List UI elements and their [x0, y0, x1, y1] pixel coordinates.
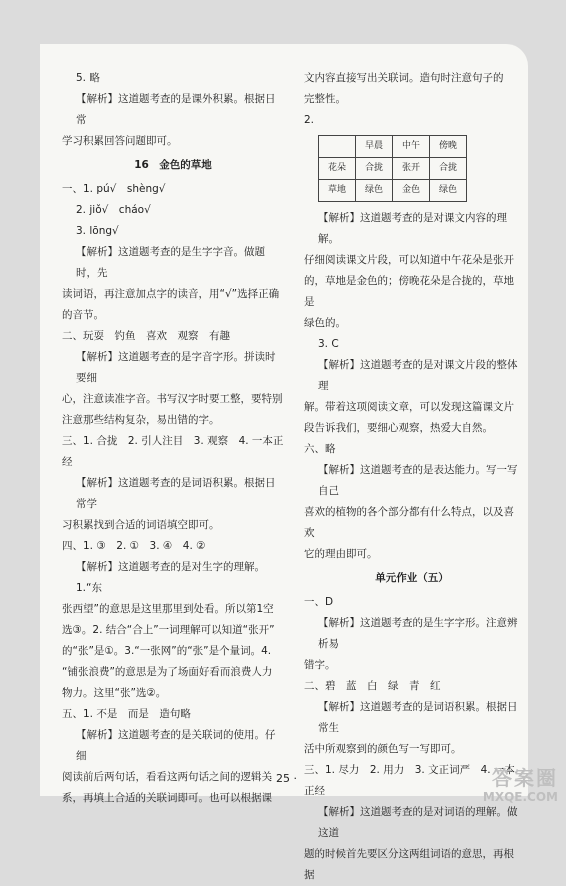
analysis-line: 物力。这里“张”选②。	[62, 687, 167, 699]
answer-line: 3. C	[318, 338, 339, 350]
answer-line: 2. jiǒ√ cháo√	[76, 204, 151, 216]
table-row	[319, 180, 467, 202]
analysis-line: 活中所观察到的颜色写一写即可。	[304, 743, 462, 755]
table-cell: 合拢	[430, 158, 467, 180]
right-column	[304, 68, 520, 886]
analysis-line: 解。带着这项阅读文章，可以发现这篇课文片	[304, 401, 514, 413]
answer-line: 六、略	[304, 443, 336, 455]
analysis-line: 【解析】这道题考查的是生字字形。注意辨析易	[318, 617, 518, 650]
analysis-line: 【解析】这道题考查的是词语积累。根据日常生	[318, 701, 518, 734]
answer-table	[318, 135, 467, 202]
analysis-line: 【解析】这道题考查的是词语积累。根据日常学	[76, 477, 276, 510]
analysis-line: 【解析】这道题考查的是对词语的理解。做这道	[318, 806, 518, 839]
answer-line: 四、1. ③ 2. ① 3. ④ 4. ②	[62, 540, 206, 552]
analysis-line: 段告诉我们，要细心观察，热爱大自然。	[304, 422, 493, 434]
analysis-line: 读词语，再注意加点字的读音，用“√”选择正确	[62, 288, 280, 300]
answer-line: 一、1. pú√ shèng√	[62, 183, 166, 195]
analysis-line: 的“张”是①。3.“一张网”的“张”是个量词。4.	[62, 645, 272, 657]
analysis-line: 【解析】这道题考查的是字音字形。拼读时要细	[76, 351, 276, 384]
analysis-line: 它的理由即可。	[304, 548, 378, 560]
page-number: · 25 ·	[269, 772, 297, 785]
watermark-logo: 答案圈	[492, 766, 558, 790]
analysis-line: “铺张浪费”的意思是为了场面好看而浪费人力	[62, 666, 273, 678]
answer-line: 三、1. 尽力 2. 用力 3. 文正词严 4. 一本正经	[304, 764, 515, 797]
table-cell: 合拢	[356, 158, 393, 180]
answer-line: 3. lōng√	[76, 225, 119, 237]
answer-line: 二、碧 蓝 白 绿 青 红	[304, 680, 441, 692]
analysis-line: 错字。	[304, 659, 336, 671]
analysis-line: 【解析】这道题考查的是对课文内容的理解。	[318, 212, 507, 245]
analysis-line: 阅读前后两句话，看看这两句话之间的逻辑关	[62, 771, 272, 783]
analysis-line: 文内容直接写出关联词。造句时注意句子的	[304, 72, 504, 84]
table-cell	[319, 136, 356, 158]
analysis-line: 注意那些结构复杂，易出错的字。	[62, 414, 220, 426]
answer-line: 五、1. 不是 而是 造句略	[62, 708, 191, 720]
analysis-line: 【解析】这道题考查的是生字字音。做题时，先	[76, 246, 265, 279]
lesson-heading: 16 金色的草地	[134, 159, 212, 171]
table-cell: 傍晚	[430, 136, 467, 158]
table-cell: 绿色	[356, 180, 393, 202]
analysis-line: 张西望”的意思是这里那里到处看。所以第1空	[62, 603, 274, 615]
analysis-line: 【解析】这道题考查的是对课文片段的整体理	[318, 359, 518, 392]
analysis-line: 【解析】这道题考查的是关联词的使用。仔细	[76, 729, 276, 762]
analysis-line: 仔细阅读课文片段，可以知道中午花朵是张开	[304, 254, 514, 266]
analysis-line: 的，草地是金色的；傍晚花朵是合拢的，草地是	[304, 275, 514, 308]
table-cell: 张开	[393, 158, 430, 180]
table-cell: 草地	[319, 180, 356, 202]
answer-line: 2.	[304, 114, 315, 126]
table-cell: 花朵	[319, 158, 356, 180]
answer-line: 二、玩耍 钓鱼 喜欢 观察 有趣	[62, 330, 230, 342]
analysis-line: 完整性。	[304, 93, 346, 105]
left-column	[62, 68, 284, 809]
analysis-line: 喜欢的植物的各个部分都有什么特点，以及喜欢	[304, 506, 514, 539]
analysis-line: 系，再填上合适的关联词即可。也可以根据课	[62, 792, 272, 804]
unit-heading: 单元作业（五）	[375, 572, 449, 584]
table-cell: 中午	[393, 136, 430, 158]
analysis-line: 【解析】这道题考查的是表达能力。写一写自己	[318, 464, 518, 497]
analysis-line: 学习积累回答问题即可。	[62, 135, 178, 147]
analysis-line: 的音节。	[62, 309, 104, 321]
analysis-line: 题的时候首先要区分这两组词语的意思，再根据	[304, 848, 514, 881]
answer-line: 一、D	[304, 596, 334, 608]
watermark-url: MXQE.COM	[482, 790, 558, 804]
analysis-line: 心，注意读准字音。书写汉字时要工整，要特别	[62, 393, 283, 405]
answer-line: 三、1. 合拢 2. 引人注目 3. 观察 4. 一本正经	[62, 435, 284, 468]
table-cell: 金色	[393, 180, 430, 202]
analysis-line: 习积累找到合适的词语填空即可。	[62, 519, 220, 531]
analysis-line: 【解析】这道题考查的是对生字的理解。1.“东	[76, 561, 265, 594]
analysis-line: 绿色的。	[304, 317, 346, 329]
analysis-line: 选③。2. 结合“合上”一词理解可以知道“张开”	[62, 624, 275, 636]
answer-line: 5. 略	[76, 72, 100, 84]
table-cell: 早晨	[356, 136, 393, 158]
table-row	[319, 136, 467, 158]
table-cell: 绿色	[430, 180, 467, 202]
table-row	[319, 158, 467, 180]
analysis-line: 【解析】这道题考查的是课外积累。根据日常	[76, 93, 276, 126]
